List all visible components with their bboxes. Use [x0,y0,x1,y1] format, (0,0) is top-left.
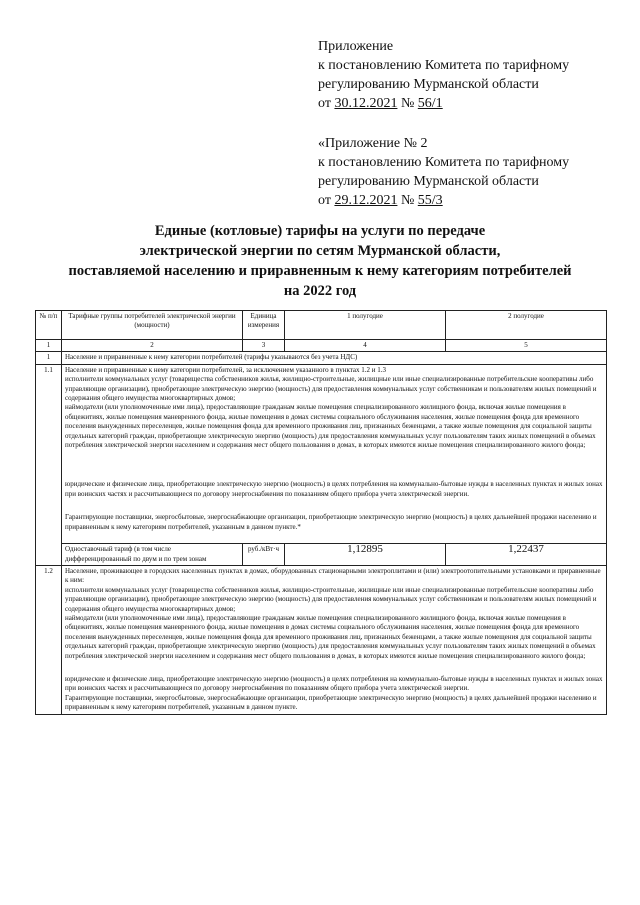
header-unit: Единица измерения [243,311,285,340]
row12-p4: Гарантирующие поставщики, энергосбытовые, энергоснабжающие организации, приобретающие электрическую энергию (мощность) в целях дальнейшей продажи населению и приравненным к нему категориям потребителей, указанным в данном пункте. [65,693,597,712]
tariff-half2: 1,22437 [446,544,607,566]
row1-text: Население и приравненные к нему категории потребителей (тарифы указываются без учета НДС) [62,352,607,364]
row11-p3: юридические и физические лица, приобретающие электрическую энергию (мощность) в целях потребления на коммунально-бытовые нужды в населенных пунктах и жилых зонах при воинских частях и рассчитывающиеся по договору энергоснабжения по показаниям общего прибора учета электрической энергии. [65,480,603,498]
title-line3: поставляемой населению и приравненным к нему категориям потребителей [68,263,572,279]
colnum-4: 4 [285,340,446,352]
header2-number: 55/3 [417,193,443,208]
row11-p2: наймодатели (или уполномоченные ими лица), предоставляющие гражданам жилые помещения специализированного жилищного фонда, включая жилые помещения в общежитиях, жилые помещения маневренного фонда, жилые помещения в домах системы социального обслуживания населения, жилые помещения фонда для временного поселения вынужденных переселенцев, жилые помещения фонда для временного проживания лиц, признанных беженцами, а также жилые помещения для социальной защиты отдельных категорий граждан, приобретающие электрическую энергию (мощность) для предоставления коммунальных услуг пользователям таких жилых помещений в объемах потребления электрической энергии населением и содержания мест общего пользования в домах, в которых имеются жилые помещения специализированного жилого фонда; [65,403,596,450]
row11-p1: исполнители коммунальных услуг (товарищества собственников жилья, жилищно-строительные, жилищные или иные специализированные потребительские кооперативы либо управляющие организации), приобретающие электрическую энергию (мощность) для предоставления коммунальных услуг собственникам и пользователям жилых помещений и содержания общего имущества многоквартирных домов; [65,375,597,403]
appendix-header-2 [318,134,569,210]
row11-p4: Гарантирующие поставщики, энергосбытовые, энергоснабжающие организации, приобретающие электрическую энергию (мощность) в целях дальнейшей продажи населению и приравненным к нему категориям потребителей, указанным в данном пункте.* [65,513,597,531]
tariff-half1: 1,12895 [285,544,446,566]
row12-p2: наймодатели (или уполномоченные ими лица), предоставляющие гражданам жилые помещения специализированного жилищного фонда, включая жилые помещения в общежитиях, жилые помещения маневренного фонда, жилые помещения в домах системы социального обслуживания населения, жилые помещения фонда для временного поселения вынужденных переселенцев, жилые помещения фонда для временного проживания лиц, признанных беженцами, а также жилые помещения для социальной защиты отдельных категорий граждан, приобретающие электрическую энергию (мощность) для предоставления коммунальных услуг пользователям таких жилых помещений в объемах потребления электрической энергии населением и содержания мест общего пользования в домах, в которых имеются жилые помещения специализированного жилого фонда; [65,613,596,660]
row11-num: 1.1 [36,364,62,565]
title-line2: электрической энергии по сетям Мурманской области, [139,243,501,259]
row12-p1: исполнители коммунальных услуг (товарищества собственников жилья, жилищно-строительные, жилищные или иные специализированные потребительские кооперативы либо управляющие организации), приобретающие электрическую энергию (мощность) для предоставления коммунальных услуг собственникам и пользователям жилых помещений и содержания общего имущества многоквартирных домов; [65,585,597,613]
row11-title: Население и приравненные к нему категории потребителей, за исключением указанного в пунктах 1.2 и 1.3 [65,365,387,374]
title-line1: Единые (котловые) тарифы на услуги по передаче [154,223,486,239]
tariff-table [35,310,607,715]
header2-line2: к постановлению Комитета по тарифному [318,155,570,170]
row12-num: 1.2 [36,565,62,714]
colnum-1: 1 [36,340,62,352]
tariff-unit: руб./кВт·ч [243,544,285,566]
header2-line4 [318,191,569,210]
header2-line3: регулированию Мурманской области [318,174,539,189]
tariff-label: Одноставочный тариф (в том числе дифференцированный по двум и по трем зонам [62,544,243,566]
table-row-1 [36,352,607,364]
header2-from: от [318,193,335,208]
header2-line1: «Приложение № 2 [318,136,428,151]
row11-gap [65,450,603,480]
row12-gap [65,661,603,675]
table-row-1-2 [36,565,607,714]
tariff-row [36,544,607,566]
column-number-row [36,340,607,352]
colnum-3: 3 [243,340,285,352]
row12-title: Население, проживающее в городских населенных пунктах в домах, оборудованных стационарными электроплитами и (или) электроотопительными установками и приравненные к ним: [65,566,601,585]
header-half2: 2 полугодие [446,311,607,340]
title-line4: на 2022 год [283,283,357,299]
header1-number: 56/1 [417,96,443,111]
header2-date: 29.12.2021 [334,193,398,208]
header2-no: № [397,193,418,208]
table-row-1-1 [36,364,607,543]
table-header-row [36,311,607,340]
header1-no: № [397,96,418,111]
header-num: № п/п [36,311,62,340]
row11-content [62,364,607,543]
colnum-2: 2 [62,340,243,352]
header1-line3: регулированию Мурманской области [318,77,539,92]
row12-p3: юридические и физические лица, приобретающие электрическую энергию (мощность) в целях потребления на коммунально-бытовые нужды в населенных пунктах и жилых зонах при воинских частях и рассчитывающиеся по договору энергоснабжения по показаниям общего прибора учета электрической энергии. [65,674,603,693]
header-half1: 1 полугодие [285,311,446,340]
row1-num: 1 [36,352,62,364]
header1-date: 30.12.2021 [334,96,398,111]
document-title [40,221,600,301]
header1-line1: Приложение [318,39,394,54]
colnum-5: 5 [446,340,607,352]
header1-from: от [318,96,335,111]
row12-content [62,565,607,714]
header1-line2: к постановлению Комитета по тарифному [318,58,570,73]
header1-line4 [318,94,569,113]
row11-gap2 [65,499,603,513]
appendix-header-1 [318,37,569,113]
header-groups: Тарифные группы потребителей электрической энергии (мощности) [62,311,243,340]
